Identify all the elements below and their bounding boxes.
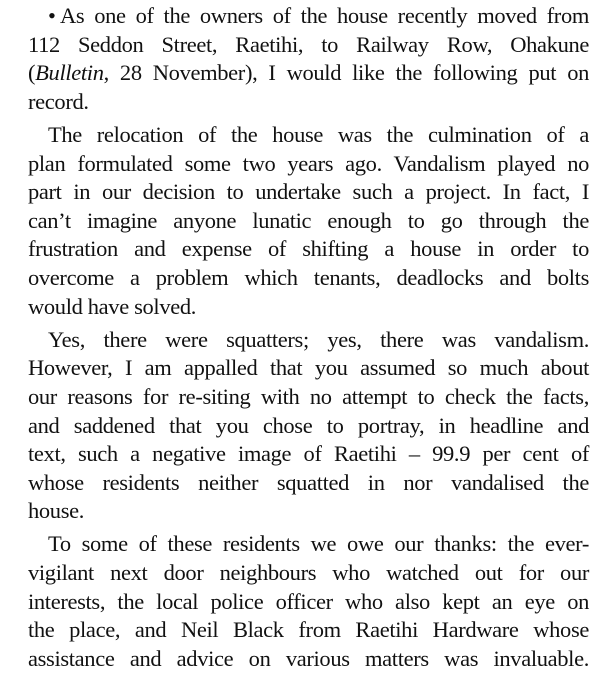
paragraph-line: the place, and Neil Black from Raetihi Hardware whose bbox=[28, 617, 589, 643]
paragraph-3 bbox=[28, 326, 589, 526]
paragraph-line: Yes, there were squatters; yes, there was vandalism. bbox=[48, 326, 589, 352]
bullet-icon: • bbox=[48, 3, 56, 28]
paragraph-line: The relocation of the house was the culmination of a bbox=[48, 121, 589, 147]
paragraph-line: record. bbox=[28, 88, 89, 114]
paragraph-line: assistance and advice on various matters was invaluable. bbox=[28, 645, 589, 671]
paragraph-line: part in our decision to undertake such a project. In fact, I bbox=[28, 179, 589, 205]
paragraph-line: house. bbox=[28, 498, 85, 524]
paragraph-line: interests, the local police officer who also kept an eye on bbox=[28, 588, 589, 614]
paragraph-line: However, I am appalled that you assumed so much about bbox=[28, 355, 589, 381]
paragraph-line: vigilant next door neighbours who watched out for our bbox=[28, 560, 589, 586]
publication-name: Bulletin bbox=[35, 60, 104, 86]
paragraph-2 bbox=[28, 121, 589, 321]
paragraph-line: text, such a negative image of Raetihi – 99.9 per cent of bbox=[28, 441, 589, 467]
paragraph-line: To some of these residents we owe our thanks: the ever- bbox=[48, 531, 589, 557]
paragraph-line: our reasons for re-siting with no attempt to check the facts, bbox=[28, 383, 589, 409]
paragraph-line: 112 Seddon Street, Raetihi, to Railway Row, Ohakune bbox=[28, 31, 589, 57]
paragraph-line: plan formulated some two years ago. Vandalism played no bbox=[28, 150, 589, 176]
paragraph-line: • As one of the owners of the house recently moved from bbox=[28, 2, 589, 31]
paragraph-line: can’t imagine anyone lunatic enough to go through the bbox=[28, 207, 589, 233]
paragraph-line: whose residents neither squatted in nor vandalised the bbox=[28, 469, 589, 495]
paragraph-line: and saddened that you chose to portray, in headline and bbox=[28, 412, 589, 438]
paragraph-1 bbox=[28, 2, 589, 116]
paragraph-line: would have solved. bbox=[28, 293, 197, 319]
paragraph-line: frustration and expense of shifting a house in order to bbox=[28, 236, 589, 262]
paragraph-line: overcome a problem which tenants, deadlocks and bolts bbox=[28, 264, 589, 290]
paragraph-4 bbox=[28, 530, 589, 673]
paragraph-line: (Bulletin, 28 November), I would like the following put on bbox=[28, 60, 589, 86]
